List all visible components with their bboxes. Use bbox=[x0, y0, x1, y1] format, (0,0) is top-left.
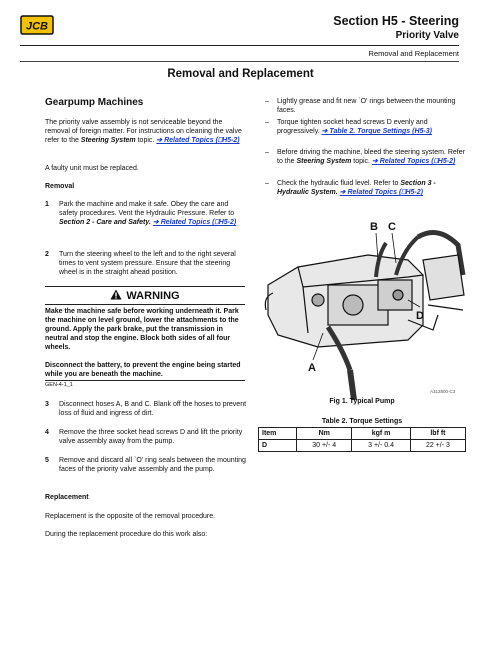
table-cell: 30 +/- 4 bbox=[297, 440, 352, 452]
table-header: kgf m bbox=[352, 428, 411, 440]
replacement-text-2: During the replacement procedure do this work also: bbox=[45, 531, 208, 538]
bullet-text: Before driving the machine, bleed the steering system. Refer to the Steering System topic. ➔ Related Topics (⎕H5-2) bbox=[277, 149, 465, 165]
step-number: 5 bbox=[45, 457, 49, 464]
figure-label-d: D bbox=[416, 310, 424, 322]
bullet-item: – Before driving the machine, bleed the steering system. Refer to the Steering System topic. ➔ Related Topics (⎕H5-2) bbox=[265, 149, 465, 165]
jcb-logo bbox=[20, 14, 54, 36]
replacement-heading: Replacement bbox=[45, 494, 89, 501]
torque-table bbox=[258, 427, 466, 452]
table-header-row bbox=[259, 428, 466, 440]
step-2 bbox=[45, 250, 247, 277]
table-row bbox=[259, 440, 466, 452]
warning-title: WARNING bbox=[45, 289, 245, 302]
table-cell: 3 +/- 0.4 bbox=[352, 440, 411, 452]
intro-text-2: topic. bbox=[135, 137, 157, 144]
bullet-text: Lightly grease and fit new `O' rings between the mounting faces. bbox=[277, 98, 456, 114]
warning-text-2: Disconnect the battery, to prevent the engine being started while you are beneath the machine. bbox=[45, 362, 241, 378]
replacement-text: Replacement is the opposite of the removal procedure. bbox=[45, 513, 216, 520]
section-topic: Removal and Replacement bbox=[368, 49, 459, 58]
table-header: Nm bbox=[297, 428, 352, 440]
bullet-text: Check the hydraulic fluid level. Refer to Section 3 - Hydraulic System. ➔ Related Topics (⎕H5-2) bbox=[277, 180, 436, 196]
step-text: Remove the three socket head screws D and lift the priority valve assembly away from the pump. bbox=[59, 429, 243, 445]
step-5 bbox=[45, 456, 247, 474]
page-title: Removal and Replacement bbox=[167, 68, 314, 80]
step-4 bbox=[45, 428, 247, 446]
warning-bottom-rule bbox=[45, 380, 245, 381]
warning-rule bbox=[45, 304, 245, 305]
warning-code: GEN-4-1_1 bbox=[45, 382, 73, 388]
section-subtitle: Priority Valve bbox=[395, 30, 459, 41]
related-topics-link[interactable]: ➔ Related Topics (⎕H5-2) bbox=[156, 137, 240, 144]
intro-paragraph bbox=[45, 118, 247, 145]
step-text: Disconnect hoses A, B and C. Blank off the hoses to prevent loss of fluid and ingress of dirt. bbox=[59, 401, 247, 417]
bullet-text: Torque tighten socket head screws D evenly and progressively. ➔ Table 2. Torque Settings (H5-3) bbox=[277, 119, 432, 135]
warning-icon bbox=[110, 289, 122, 300]
related-topics-link[interactable]: ➔ Related Topics (⎕H5-2) bbox=[371, 158, 456, 165]
table-header: lbf ft bbox=[410, 428, 465, 440]
step-text: Turn the steering wheel to the left and to the right several times to vent system pressure. Ensure that the steering wheel is in the straight ahead position. bbox=[59, 251, 236, 276]
bullet-item: – Check the hydraulic fluid level. Refer to Section 3 - Hydraulic System. ➔ Related Topics (⎕H5-2) bbox=[265, 179, 465, 197]
section-title: Section H5 - Steering bbox=[333, 14, 459, 28]
figure-label-b: B bbox=[370, 221, 378, 233]
table-cell: 22 +/- 3 bbox=[410, 440, 465, 452]
pump-figure bbox=[258, 215, 466, 400]
step-number: 1 bbox=[45, 201, 49, 208]
related-topics-link[interactable]: ➔ Related Topics (⎕H5-2) bbox=[152, 219, 237, 226]
faulty-note: A faulty unit must be replaced. bbox=[45, 165, 139, 172]
removal-heading: Removal bbox=[45, 183, 75, 190]
step-1 bbox=[45, 200, 247, 227]
warning-box bbox=[45, 286, 245, 305]
related-topics-link[interactable]: ➔ Related Topics (⎕H5-2) bbox=[339, 189, 423, 196]
warning-text: Make the machine safe before working underneath it. Park the machine on level ground, lower the attachments to the ground. Apply the park brake, put the transmission in neutral and stop the engine. Block both sides of all four wheels. bbox=[45, 308, 239, 351]
header-rule bbox=[20, 45, 459, 46]
step-number: 2 bbox=[45, 251, 49, 258]
step-text: Park the machine and make it safe. Obey the care and safety procedures. Vent the Hydraulic Pressure. Refer to Section 2 - Care and Safety. ➔ Related Topics (⎕H5-2) bbox=[59, 201, 237, 226]
warning-rule bbox=[45, 286, 245, 287]
step-number: 3 bbox=[45, 401, 49, 408]
step-text: Remove and discard all `O' ring seals between the mounting faces of the priority valve assembly and the pump. bbox=[59, 457, 246, 473]
step-3 bbox=[45, 400, 247, 418]
figure-code: A312800-C3 bbox=[430, 389, 456, 394]
svg-text:JCB: JCB bbox=[25, 20, 49, 33]
table-header: Item bbox=[259, 428, 297, 440]
section-ref: Section 2 - Care and Safety. bbox=[59, 219, 151, 226]
section-heading: Gearpump Machines bbox=[45, 97, 144, 108]
intro-text: The priority valve assembly is not serviceable beyond the removal of foreign matter. For instructions on cleaning the valve refer to the bbox=[45, 119, 242, 144]
figure-caption: Fig 1. Typical Pump bbox=[329, 398, 395, 405]
table-link[interactable]: ➔ Table 2. Torque Settings (H5-3) bbox=[321, 128, 432, 135]
figure-label-a: A bbox=[308, 362, 316, 374]
bullet-item: – Torque tighten socket head screws D evenly and progressively. ➔ Table 2. Torque Settings (H5-3) bbox=[265, 118, 465, 136]
table-cell: D bbox=[259, 440, 297, 452]
table-caption: Table 2. Torque Settings bbox=[321, 418, 403, 425]
header-rule-2 bbox=[20, 61, 459, 62]
bullet-item: – Lightly grease and fit new `O' rings between the mounting faces. bbox=[265, 97, 465, 115]
intro-topic: Steering System bbox=[80, 137, 136, 144]
step-number: 4 bbox=[45, 429, 49, 436]
figure-label-c: C bbox=[388, 221, 396, 233]
